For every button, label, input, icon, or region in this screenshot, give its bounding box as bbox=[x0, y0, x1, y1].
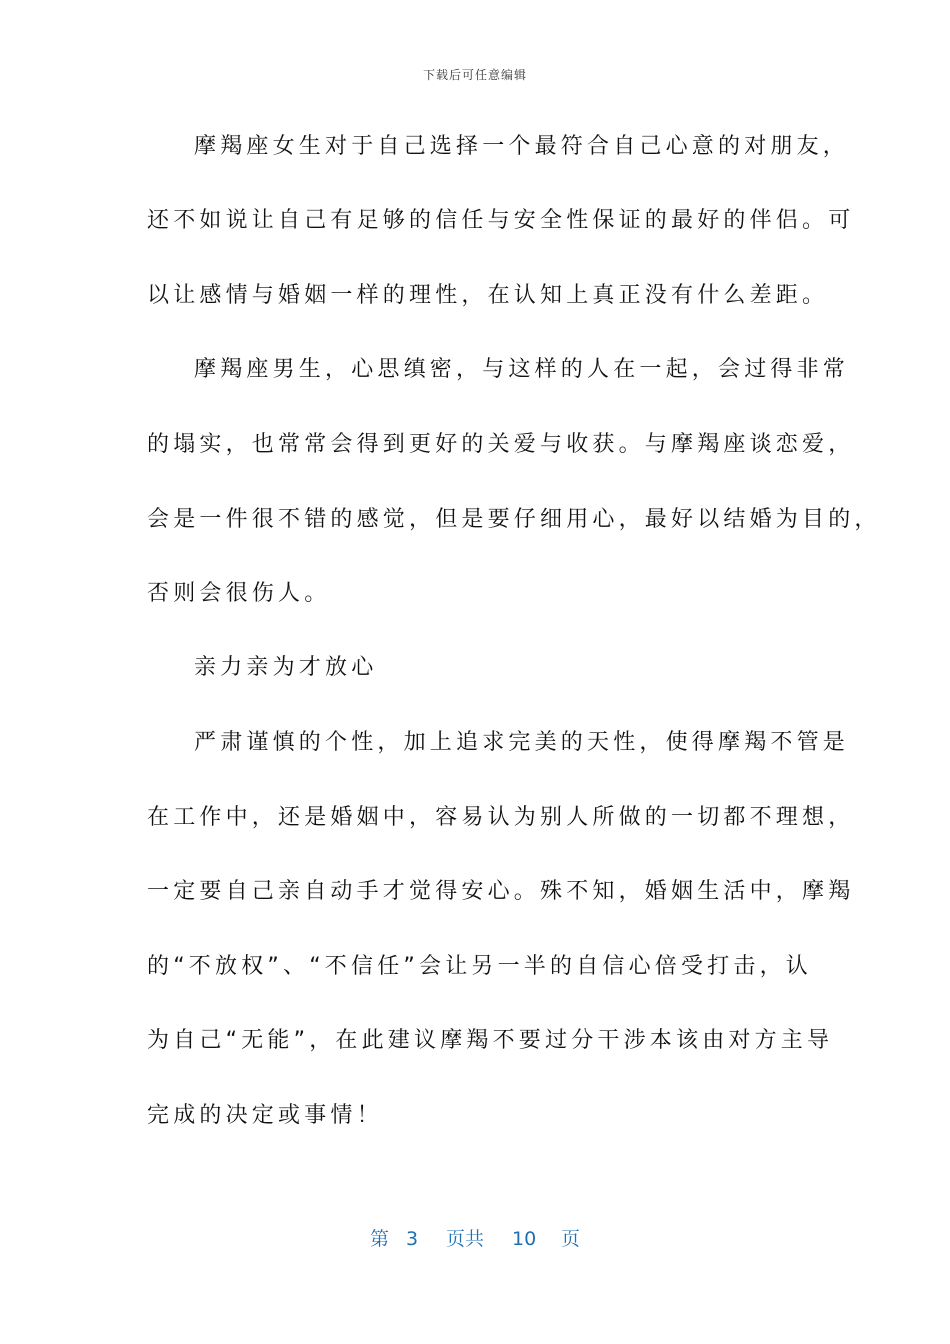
page-footer bbox=[0, 1226, 950, 1256]
paragraph-line: 会是一件很不错的感觉，但是要仔细用心，最好以结婚为目的， bbox=[147, 507, 881, 532]
footer-prefix: 第 bbox=[370, 1228, 390, 1250]
paragraph-line: 为自己“无能”，在此建议摩羯不要过分干涉本该由对方主导 bbox=[147, 1028, 834, 1053]
footer-middle: 页共 bbox=[446, 1228, 485, 1250]
section-heading: 亲力亲为才放心 bbox=[194, 655, 378, 680]
paragraph-line: 在工作中，还是婚姻中，容易认为别人所做的一切都不理想， bbox=[147, 805, 855, 830]
paragraph-line: 摩羯座男生，心思缜密，与这样的人在一起，会过得非常 bbox=[194, 357, 850, 382]
paragraph-line: 摩羯座女生对于自己选择一个最符合自己心意的对朋友， bbox=[194, 134, 850, 159]
paragraph-line: 的“不放权”、“不信任”会让另一半的自信心倍受打击，认 bbox=[147, 954, 812, 979]
paragraph-line: 一定要自己亲自动手才觉得安心。殊不知，婚姻生活中，摩羯 bbox=[147, 879, 855, 904]
page-header: 下载后可任意编辑 bbox=[422, 68, 527, 82]
paragraph-line: 严肃谨慎的个性，加上追求完美的天性，使得摩羯不管是 bbox=[194, 730, 850, 755]
paragraph-line: 否则会很伤人。 bbox=[147, 581, 331, 606]
paragraph-line: 的塌实，也常常会得到更好的关爱与收获。与摩羯座谈恋爱， bbox=[147, 432, 855, 457]
footer-suffix: 页 bbox=[561, 1228, 581, 1250]
paragraph-line: 还不如说让自己有足够的信任与安全性保证的最好的伴侣。可 bbox=[147, 208, 855, 233]
current-page-number: 3 bbox=[406, 1228, 419, 1250]
paragraph-line: 完成的决定或事情！ bbox=[147, 1103, 383, 1128]
total-pages-number: 10 bbox=[512, 1228, 537, 1250]
paragraph-line: 以让感情与婚姻一样的理性，在认知上真正没有什么差距。 bbox=[147, 283, 829, 308]
